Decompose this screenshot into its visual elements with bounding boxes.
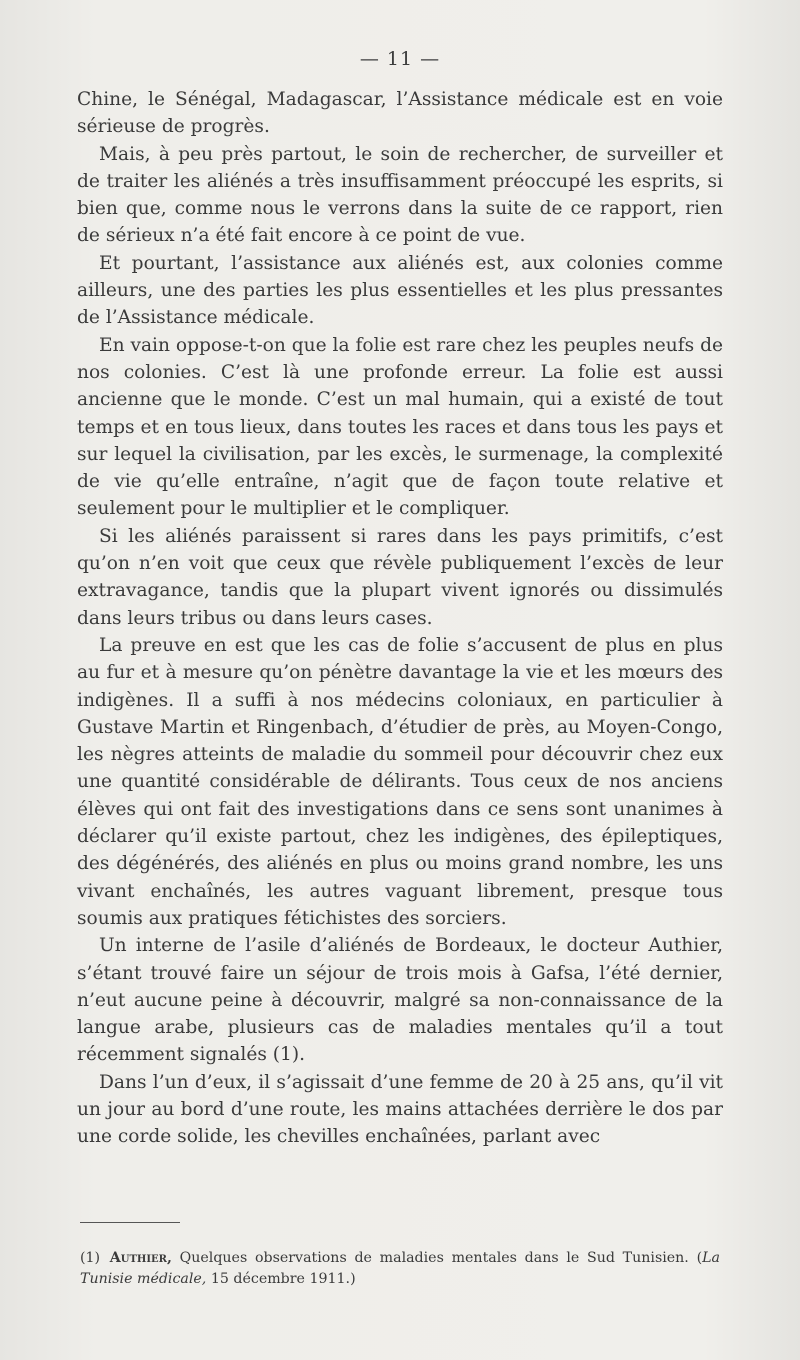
paragraph: En vain oppose-t-on que la folie est rare chez les peuples neufs de nos colonies. C’est là une profonde erreur. La folie est aussi ancienne que le monde. C’est un mal humain, qui a existé de tout temps et en tous lieux, dans toutes les races et dans tous les pays et sur lequel la civilisation, par les excès, le surmenage, la complexité de vie qu’elle entraîne, n’agit que de façon toute relative et seulement pour le multiplier et le compliquer. (77, 334, 723, 520)
paragraph: La preuve en est que les cas de folie s’accusent de plus en plus au fur et à mesure qu’on pénètre davantage la vie et les mœurs des indigènes. Il a suffi à nos médecins coloniaux, en particulier à Gustave Martin et Ringenbach, d’étudier de près, au Moyen-Congo, les nègres atteints de maladie du sommeil pour découvrir chez eux une quantité considérable de délirants. Tous ceux de nos anciens élèves qui ont fait des investigations dans ce sens sont unanimes à déclarer qu’il existe partout, chez les indigènes, des épileptiques, des dégénérés, des aliénés en plus ou moins grand nombre, les uns vivant enchaînés, les autres vaguant librement, presque tous soumis aux pratiques fétichistes des sorciers. (77, 634, 723, 929)
footnote-journal: La Tunisie médicale, (80, 1250, 720, 1287)
paragraph: Mais, à peu près partout, le soin de rechercher, de surveiller et de traiter les aliénés a très insuffisamment préoccupé les esprits, si bien que, comme nous le verrons dans la suite de ce rapport, rien de sérieux n’a été fait encore à ce point de vue. (77, 143, 723, 247)
paragraph: Et pourtant, l’assistance aux aliénés est, aux colonies comme ailleurs, une des parties les plus essentielles et les plus pressantes de l’Assistance médicale. (77, 252, 723, 329)
paragraph: Si les aliénés paraissent si rares dans les pays primitifs, c’est qu’on n’en voit que ceux que révèle publiquement l’excès de leur extravagance, tandis que la plupart vivent ignorés ou dissimulés dans leurs tribus ou dans leurs cases. (77, 525, 723, 629)
footnote-marker: (1) (80, 1250, 101, 1266)
footnote-text: Quelques observations de maladies mentales dans le Sud Tunisien. (179, 1250, 689, 1266)
footnote-date: 15 décembre 1911.) (210, 1271, 356, 1287)
footnote (80, 1248, 720, 1290)
paragraph: Un interne de l’asile d’aliénés de Bordeaux, le docteur Authier, s’étant trouvé faire un séjour de trois mois à Gafsa, l’été dernier, n’eut aucune peine à découvrir, malgré sa non-connaissance de la langue arabe, plusieurs cas de maladies mentales qu’il a tout récemment signalés (1). (77, 935, 723, 1066)
paragraph: Dans l’un d’eux, il s’agissait d’une femme de 20 à 25 ans, qu’il vit un jour au bord d’une route, les mains attachées derrière le dos par une corde solide, les chevilles enchaînées, parlant avec (77, 1071, 723, 1148)
paragraph-continuation: Chine, le Sénégal, Madagascar, l’Assistance médicale est en voie sérieuse de progrès. (77, 89, 723, 138)
body-text (77, 86, 723, 1151)
footnote-author: Authier, (109, 1250, 172, 1266)
footnote-separator (80, 1222, 180, 1223)
page-number: — 11 — (359, 48, 441, 70)
footnote-journal-open: ( (696, 1250, 703, 1266)
